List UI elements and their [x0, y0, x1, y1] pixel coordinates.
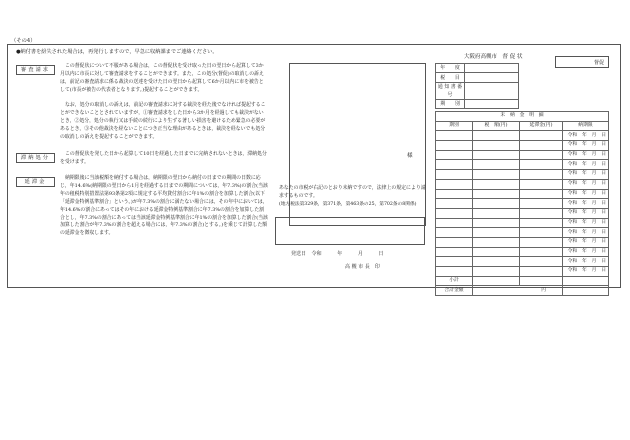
detail-row: [436, 208, 609, 218]
detail-cell-period: [436, 131, 473, 141]
subtotal-row: [436, 276, 609, 286]
issuer-name: 高 槻 市 長 印: [345, 264, 380, 270]
detail-cell-period: [436, 257, 473, 267]
unpaid-detail-table: [435, 111, 609, 296]
total-label: 合計金額: [436, 286, 473, 296]
detail-cell-tax-amount: [473, 179, 520, 189]
info-label-year: 年 度: [436, 64, 465, 73]
detail-cell-late-fee: [520, 257, 563, 267]
detail-cell-late-fee: [520, 199, 563, 209]
detail-cell-tax-amount: [473, 150, 520, 160]
detail-cell-tax-amount: [473, 257, 520, 267]
detail-cell-due-date: 令和 年 月 日: [563, 189, 609, 199]
detail-cell-due-date: 令和 年 月 日: [563, 160, 609, 170]
detail-cell-late-fee: [520, 208, 563, 218]
info-row-period: [436, 99, 519, 108]
detail-cell-due-date: 令和 年 月 日: [563, 131, 609, 141]
header-late-fee: 延滞金(円): [520, 121, 563, 131]
detail-cell-period: [436, 237, 473, 247]
info-table: [435, 63, 519, 109]
detail-cell-due-date: 令和 年 月 日: [563, 218, 609, 228]
info-label-notice-no: 通 知 書 番 号: [436, 82, 465, 99]
header-due-date: 納期限: [563, 121, 609, 131]
notice-text: あなたの市税が右記のとおり未納ですので，法律上の規定により請求するものです。: [279, 185, 426, 199]
detail-cell-tax-amount: [473, 141, 520, 151]
detail-cell-late-fee: [520, 189, 563, 199]
notice-sheet: [7, 44, 621, 293]
detail-cell-due-date: 令和 年 月 日: [563, 237, 609, 247]
detail-cell-tax-amount: [473, 160, 520, 170]
detail-cell-late-fee: [520, 160, 563, 170]
detail-row: [436, 267, 609, 277]
info-row-year: [436, 64, 519, 73]
detail-cell-tax-amount: [473, 267, 520, 277]
detail-cell-late-fee: [520, 237, 563, 247]
detail-cell-tax-amount: [473, 247, 520, 257]
detail-row: [436, 141, 609, 151]
detail-row: [436, 228, 609, 238]
late-fee-paragraph: 納期限後に当該税額を納付する場合は，納期限の翌日から納付の日までの期間の日数に応じ，年14.6%(納期限の翌日から1月を経過する日までの期間については，年7.3%)の割合(当該年の租税特別措置法第93条第2項に規定する平均貸付割合に年1%の割合を加算した割合(以下「延滞金特例基準割合」という。)が年7.3%の割合に満たない場合には，その年中においては，年14.6%の割合にあってはその年における延滞金特例基準割合に年7.3%の割合を加算した割合とし，年7.3%の割合にあっては当該延滞金特例基準割合に年1%の割合を加算した割合(当該加算した割合が年7.3%の割合を超える場合には，年7.3%の割合)とする。)を乗じて計算した額の延滞金を徴収します。: [60, 175, 268, 237]
detail-cell-late-fee: [520, 170, 563, 180]
detail-cell-tax-amount: [473, 131, 520, 141]
detail-cell-tax-amount: [473, 189, 520, 199]
detail-cell-tax-amount: [473, 218, 520, 228]
page-tag: （その4）: [11, 38, 36, 44]
detail-cell-late-fee: [520, 179, 563, 189]
detail-cell-due-date: 令和 年 月 日: [563, 267, 609, 277]
detail-cell-late-fee: [520, 267, 563, 277]
detail-cell-due-date: 令和 年 月 日: [563, 228, 609, 238]
header-title: 大阪府高槻市 督 促 状: [464, 54, 523, 60]
appeal-paragraph-2: なお，処分の取消しの訴えは，前記の審査請求に対する裁決を経た後でなければ提起することができないこととされていますが，①審査請求をした日から3か月を経過しても裁決がないとき，②処分，処分の執行又は手続の続行により生ずる著しい損害を避けるため緊急の必要があるとき，③その他裁決を経ないことにつき正当な理由があるときは，裁決を経ないでも処分の取消しの訴えを提起することができます。: [60, 102, 266, 140]
issue-date-month: 月: [357, 251, 363, 257]
info-label-period: 期 別: [436, 99, 465, 108]
stamp-box: [555, 56, 609, 68]
detail-row: [436, 257, 609, 267]
detail-cell-period: [436, 228, 473, 238]
detail-row: [436, 170, 609, 180]
subtotal-late-fee: [520, 276, 563, 286]
detail-cell-due-date: 令和 年 月 日: [563, 141, 609, 151]
detail-row: [436, 150, 609, 160]
detail-row: [436, 131, 609, 141]
detail-cell-period: [436, 179, 473, 189]
issue-date-era: 令和: [311, 251, 322, 257]
label-late-fee: 延滞金: [16, 177, 55, 187]
detail-title: 未 納 金 明 細: [436, 112, 609, 122]
detail-row: [436, 218, 609, 228]
detail-row: [436, 199, 609, 209]
detail-cell-tax-amount: [473, 228, 520, 238]
info-row-tax: [436, 73, 519, 82]
detail-header-row: [436, 121, 609, 131]
detail-cell-period: [436, 150, 473, 160]
info-row-notice-no: [436, 82, 519, 99]
info-value-period: [465, 99, 519, 108]
issue-date-year: 年: [337, 251, 343, 257]
top-note: ●納付書を紛失された場合は，再発行しますので，早急に収納課までご連絡ください。: [16, 49, 218, 55]
total-amount: [473, 286, 563, 296]
issue-date: [291, 251, 383, 258]
detail-cell-due-date: 令和 年 月 日: [563, 199, 609, 209]
detail-title-row: [436, 112, 609, 122]
stamp-box-label: 督促: [593, 60, 604, 66]
total-yen: 円: [541, 287, 546, 293]
detail-cell-tax-amount: [473, 237, 520, 247]
detail-row: [436, 160, 609, 170]
detail-cell-due-date: 令和 年 月 日: [563, 247, 609, 257]
detail-cell-period: [436, 170, 473, 180]
issue-date-label: 発送日: [291, 251, 307, 257]
detail-cell-due-date: 令和 年 月 日: [563, 179, 609, 189]
header-period: 期別: [436, 121, 473, 131]
detail-cell-period: [436, 160, 473, 170]
issue-date-day: 日: [378, 251, 384, 257]
info-label-tax: 税 目: [436, 73, 465, 82]
detail-cell-late-fee: [520, 218, 563, 228]
detail-cell-period: [436, 189, 473, 199]
delinquency-paragraph: この督促状を発した日から起算して10日を経過した日までに完納されないときは，滞納処分を受けます。: [60, 151, 267, 165]
label-appeal: 審査請求: [16, 65, 55, 75]
detail-cell-late-fee: [520, 228, 563, 238]
detail-cell-tax-amount: [473, 170, 520, 180]
detail-cell-period: [436, 247, 473, 257]
detail-cell-period: [436, 141, 473, 151]
detail-cell-late-fee: [520, 141, 563, 151]
detail-cell-period: [436, 208, 473, 218]
honorific-mark: 様: [407, 153, 413, 159]
header-tax-amount: 税 額(円): [473, 121, 520, 131]
detail-cell-period: [436, 199, 473, 209]
detail-row: [436, 247, 609, 257]
subtotal-blank: [563, 276, 609, 286]
law-reference: (地方税法第329条，第371条，第463条の25，第702条の8関係): [279, 202, 417, 207]
remarks-box: [275, 217, 425, 245]
info-value-tax: [465, 73, 519, 82]
detail-cell-tax-amount: [473, 208, 520, 218]
total-blank: [563, 286, 609, 296]
detail-cell-due-date: 令和 年 月 日: [563, 257, 609, 267]
detail-row: [436, 237, 609, 247]
subtotal-tax: [473, 276, 520, 286]
detail-cell-late-fee: [520, 150, 563, 160]
detail-cell-late-fee: [520, 247, 563, 257]
info-value-notice-no: [465, 82, 519, 99]
detail-cell-late-fee: [520, 131, 563, 141]
detail-row: [436, 179, 609, 189]
detail-cell-period: [436, 267, 473, 277]
detail-cell-tax-amount: [473, 199, 520, 209]
appeal-paragraph-1: この督促状について不服がある場合は，この督促状を受け取った日の翌日から起算して3か月以内に市長に対して審査請求をすることができます。また，この処分(督促)の取消しの訴えは，前記の審査請求に係る裁決の送達を受けた日の翌日から起算して6か月以内に市を被告として(市長が被告の代表者となります。)提起することができます。: [60, 63, 264, 93]
detail-cell-due-date: 令和 年 月 日: [563, 208, 609, 218]
detail-cell-period: [436, 218, 473, 228]
total-row: [436, 286, 609, 296]
detail-cell-due-date: 令和 年 月 日: [563, 150, 609, 160]
info-value-year: [465, 64, 519, 73]
detail-cell-due-date: 令和 年 月 日: [563, 170, 609, 180]
detail-row: [436, 189, 609, 199]
subtotal-label: 小計: [436, 276, 473, 286]
label-delinquency: 滞納処分: [16, 153, 55, 163]
